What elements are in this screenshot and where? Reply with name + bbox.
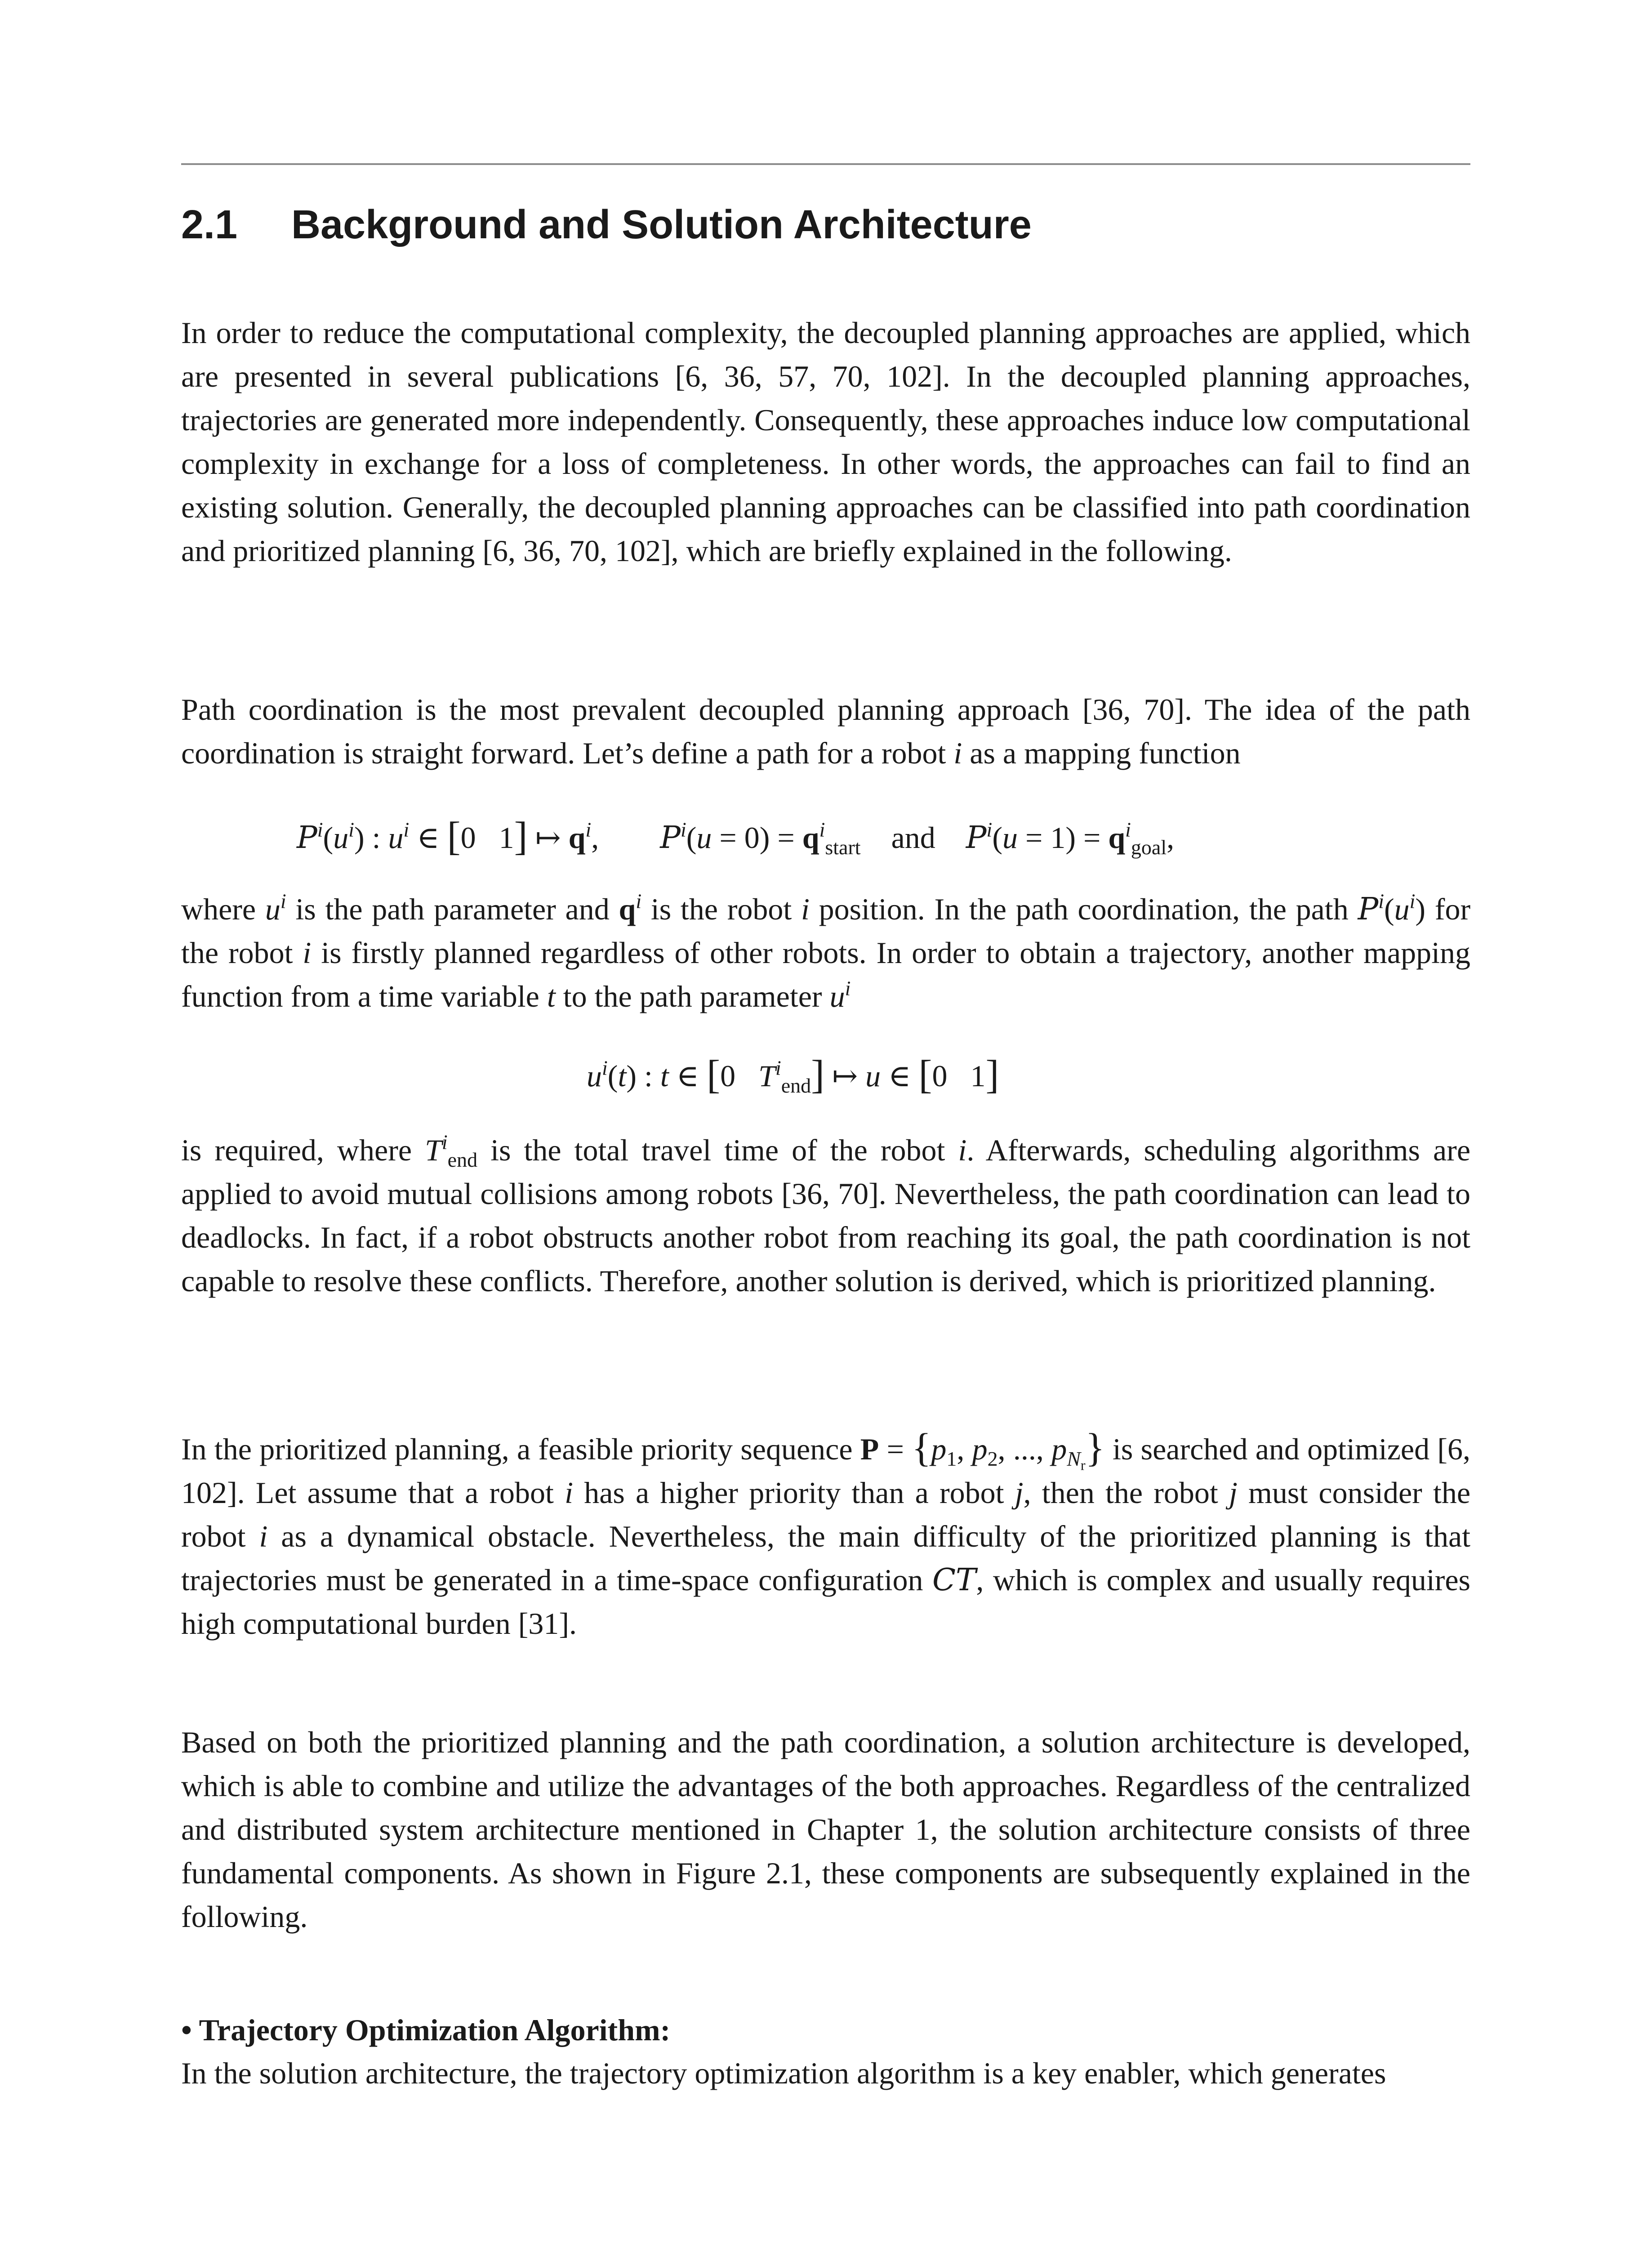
equation-path-mapping: $P^i(u^i)$ : $u^i$ ∈ [0 1] ↦ $q^i$, $P^i(u = 0) = q^i_{start}$ and $P^i(u = 1) = q^i_{goal}$,	[297, 814, 1175, 859]
paragraph-path-coordination: Path coordination is the most prevalent decoupled planning approach [36, 70]. The idea of the path coordination is straight forward. Let’s define a path for a robot i as a mapping function	[181, 692, 1470, 770]
paragraph-path-parameter: where $u^i$ is the path parameter and $q^i$ is the robot i position. In the path coordination, the path $P^i(u^i)$ for the robot i is firstly planned regardless of other robots. In order to obtain a trajectory, another mapping function from a time variable t to the path parameter $u^i$	[181, 889, 1471, 1013]
paragraph-trajectory-optimization: In the solution architecture, the trajectory optimization algorithm is a key enabler, which generates	[181, 2056, 1386, 2090]
paragraph-prioritized-planning: In the prioritized planning, a feasible priority sequence $P = \{p_1$, $p_2$, ..., $p_{N_r}$} is searched and optimized [6, 102]. Let assume that a robot i has a higher priority than a robot j, then the robot j must consider the robot i as a dynamical obstacle. Nevertheless, the main difficulty of the prioritized planning is that trajectories must be generated in a time-space configuration CT, which is complex and usually requires high computational burden [31].	[181, 1426, 1471, 1641]
subscript-start: start	[825, 835, 861, 859]
paragraph-decoupled-planning: In order to reduce the computational complexity, the decoupled planning approaches are applied, which are presented in several publications [6, 36, 57, 70, 102]. In the decoupled planning approaches, trajectories are generated more independently. Consequently, these approaches induce low computational complexity in exchange for a loss of completeness. In other words, the approaches can fail to find an existing solution. Generally, the decoupled planning approaches can be classified into path coordination and prioritized planning [6, 36, 70, 102], which are briefly explained in the following.	[181, 316, 1470, 568]
word-and: and	[891, 821, 935, 855]
section-title: Background and Solution Architecture	[291, 202, 1032, 247]
equation-time-mapping: $u^i(t)$ : t ∈ [0 $T^i_{end}$] ↦ u ∈ [0 1]	[587, 1053, 999, 1097]
paragraph-scheduling: is required, where $T^i_{end}$ is the total travel time of the robot i. Afterwards, scheduling algorithms are applied to avoid mutual collisions among robots [36, 70]. Nevertheless, the path coordination can lead to deadlocks. In fact, if a robot obstructs another robot from reaching its goal, the path coordination is not capable to resolve these conflicts. Therefore, another solution is derived, which is prioritized planning.	[181, 1130, 1470, 1298]
subscript-goal: goal	[1131, 835, 1167, 859]
section-heading	[181, 198, 1032, 252]
header-rule	[181, 163, 1470, 165]
section-number: 2.1	[181, 202, 238, 247]
bullet-heading-trajectory-optimization: • Trajectory Optimization Algorithm:	[181, 2013, 671, 2047]
paragraph-solution-architecture: Based on both the prioritized planning and the path coordination, a solution architecture is developed, which is able to combine and utilize the advantages of the both approaches. Regardless of the centralized and distributed system architecture mentioned in Chapter 1, the solution architecture consists of three fundamental components. As shown in Figure 2.1, these components are subsequently explained in the following.	[181, 1725, 1470, 1934]
subscript-end: end	[781, 1074, 811, 1097]
